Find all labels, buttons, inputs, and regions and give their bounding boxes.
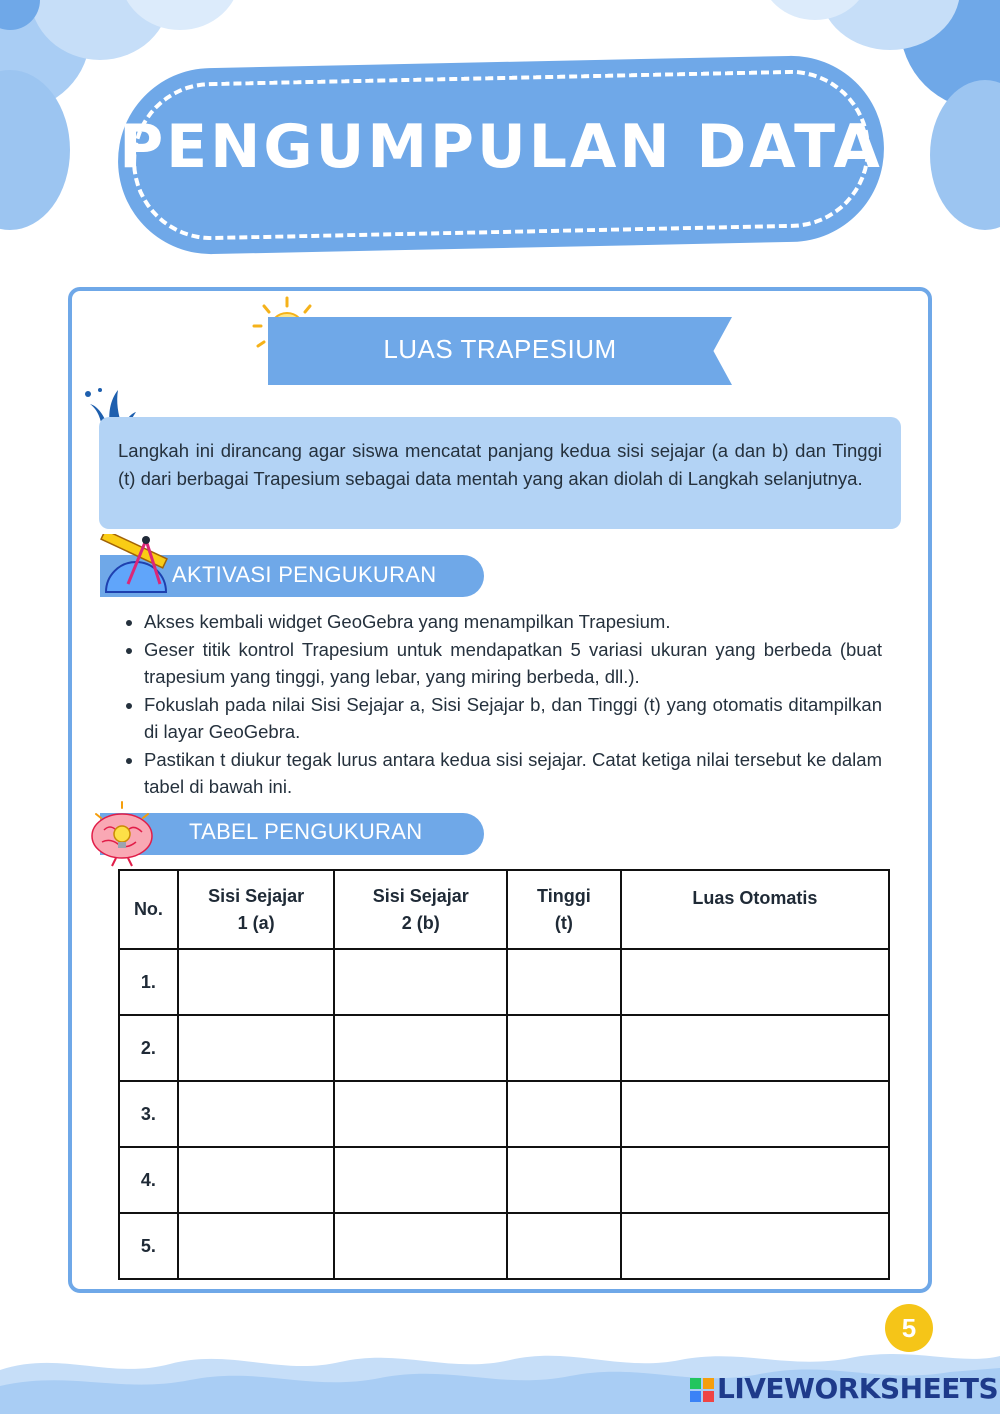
- input-cell-b[interactable]: [334, 1147, 507, 1213]
- table-row: [119, 1213, 889, 1279]
- input-cell-b[interactable]: [334, 1213, 507, 1279]
- input-cell-a[interactable]: [178, 1015, 335, 1081]
- input-cell-b[interactable]: [334, 1081, 507, 1147]
- row-number: 4.: [119, 1147, 178, 1213]
- intro-text: Langkah ini dirancang agar siswa mencatat panjang kedua sisi sejajar (a dan b) dan Tinggi (t) dari berbagai Trapesium sebagai data mentah yang akan diolah di Langkah selanjutnya.: [118, 440, 882, 489]
- list-item: • Akses kembali widget GeoGebra yang menampilkan Trapesium.: [144, 608, 882, 636]
- liveworksheets-logo-icon: [690, 1378, 714, 1402]
- page-number-badge: 5: [885, 1304, 933, 1352]
- input-cell-a[interactable]: [178, 1213, 335, 1279]
- table-row: [119, 1015, 889, 1081]
- input-cell-b[interactable]: [334, 1015, 507, 1081]
- input-cell-t[interactable]: [507, 1213, 621, 1279]
- brand-text: LIVEWORKSHEETS: [717, 1372, 999, 1405]
- table-row: [119, 1081, 889, 1147]
- table-row: [119, 949, 889, 1015]
- table-title: TABEL PENGUKURAN: [189, 819, 423, 844]
- input-cell-t[interactable]: [507, 1147, 621, 1213]
- table-header-row: [119, 870, 889, 949]
- input-cell-area[interactable]: [621, 1213, 889, 1279]
- section-ribbon-title: LUAS TRAPESIUM: [383, 334, 617, 364]
- table-row: [119, 1147, 889, 1213]
- brand-logo: [690, 1372, 999, 1406]
- input-cell-t[interactable]: [507, 1081, 621, 1147]
- ruler-compass-icon: [98, 534, 170, 598]
- input-cell-t[interactable]: [507, 949, 621, 1015]
- measurement-table: [118, 869, 890, 1280]
- input-cell-b[interactable]: [334, 949, 507, 1015]
- input-cell-area[interactable]: [621, 1147, 889, 1213]
- row-number: 2.: [119, 1015, 178, 1081]
- header-side-a: Sisi Sejajar 1 (a): [178, 870, 335, 949]
- list-item: • Fokuslah pada nilai Sisi Sejajar a, Sisi Sejajar b, dan Tinggi (t) yang otomatis ditampilkan di layar GeoGebra.: [144, 691, 882, 746]
- input-cell-a[interactable]: [178, 1147, 335, 1213]
- row-number: 3.: [119, 1081, 178, 1147]
- activation-steps: [118, 608, 882, 801]
- list-item: • Geser titik kontrol Trapesium untuk mendapatkan 5 variasi ukuran yang berbeda (buat trapesium yang tinggi, yang lebar, yang miring berbeda, dll.).: [144, 636, 882, 691]
- input-cell-area[interactable]: [621, 1015, 889, 1081]
- page-title: PENGUMPULAN DATA: [119, 112, 883, 182]
- header-no: No.: [119, 870, 178, 949]
- header-height: Tinggi (t): [507, 870, 621, 949]
- input-cell-t[interactable]: [507, 1015, 621, 1081]
- input-cell-a[interactable]: [178, 949, 335, 1015]
- input-cell-area[interactable]: [621, 1081, 889, 1147]
- row-number: 1.: [119, 949, 178, 1015]
- activation-title: AKTIVASI PENGUKURAN: [172, 562, 437, 587]
- row-number: 5.: [119, 1213, 178, 1279]
- input-cell-a[interactable]: [178, 1081, 335, 1147]
- brain-idea-icon: [86, 800, 158, 868]
- header-area: Luas Otomatis: [621, 870, 889, 949]
- header-side-b: Sisi Sejajar 2 (b): [334, 870, 507, 949]
- list-item: • Pastikan t diukur tegak lurus antara kedua sisi sejajar. Catat ketiga nilai tersebut ke dalam tabel di bawah ini.: [144, 746, 882, 801]
- input-cell-area[interactable]: [621, 949, 889, 1015]
